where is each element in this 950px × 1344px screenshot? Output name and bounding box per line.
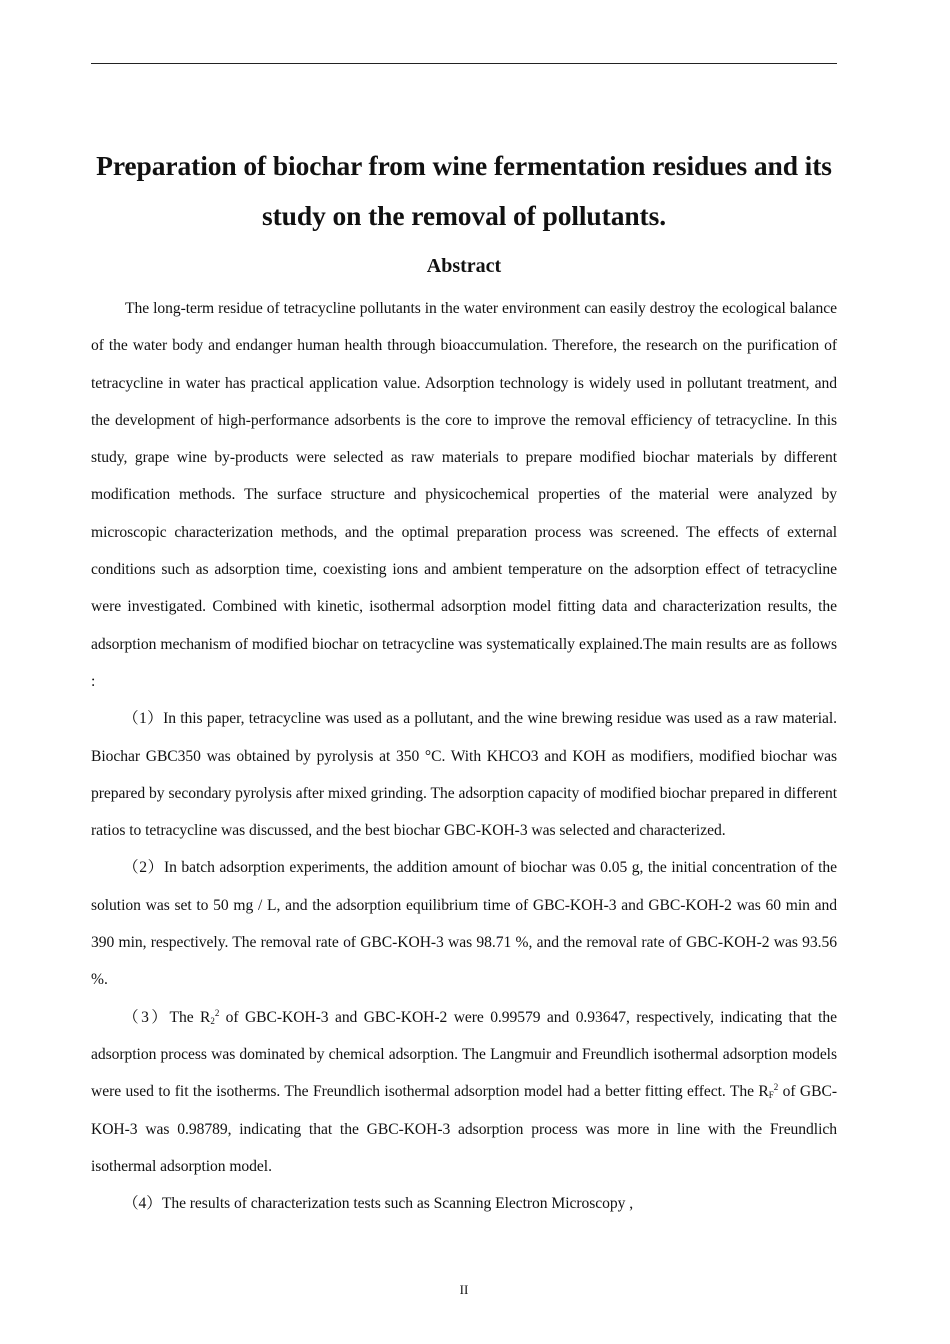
result-number-2: （2）	[123, 859, 164, 877]
result-number-3: （3）	[123, 1008, 170, 1026]
result-number-4: （4）	[123, 1195, 162, 1213]
result-text-3a: The R	[169, 1008, 211, 1026]
result-text-3c: of GBC-KOH-3 was 0.98789, indicating that the GBC-KOH-3 adsorption process was more in line with the Freundlich isothermal adsorption model.	[91, 1083, 837, 1175]
result-text-2: In batch adsorption experiments, the addition amount of biochar was 0.05 g, the initial concentration of the solution was set to 50 mg / L, and the adsorption equilibrium time of GBC-KOH-3 and GBC-KOH-2 was 60 min and 390 min, respectively. The removal rate of GBC-KOH-3 was 98.71 %, and the removal rate of GBC-KOH-2 was 93.56 %.	[91, 859, 838, 989]
result-paragraph-4	[91, 1185, 837, 1222]
result-paragraph-1	[91, 700, 837, 849]
abstract-body	[91, 290, 837, 1222]
r-squared-superscript-2: 2	[214, 1007, 220, 1018]
page-number: II	[459, 1282, 469, 1297]
result-number-1: （1）	[123, 710, 164, 728]
r-squared-subscript-2: 2	[210, 1015, 215, 1026]
paper-title: Preparation of biochar from wine fermentation residues and its study on the removal of pollutants.	[96, 150, 832, 231]
result-paragraph-2	[91, 849, 837, 998]
abstract-intro-paragraph: The long-term residue of tetracycline pollutants in the water environment can easily destroy the ecological balance of the water body and endanger human health through bioaccumulation. Therefore, the research on the purification of tetracycline in water has practical application value. Adsorption technology is widely used in pollutant treatment, and the development of high-performance adsorbents is the core to improve the removal efficiency of tetracycline. In this study, grape wine by-products were selected as raw materials to prepare modified biochar materials by different modification methods. The surface structure and physicochemical properties of the material were analyzed by microscopic characterization methods, and the optimal preparation process was screened. The effects of external conditions such as adsorption time, coexisting ions and ambient temperature on the adsorption effect of tetracycline were investigated. Combined with kinetic, isothermal adsorption model fitting data and characterization results, the adsorption mechanism of modified biochar on tetracycline was systematically explained.The main results are as follows :	[91, 300, 837, 690]
result-text-4: The results of characterization tests such as Scanning Electron Microscopy ,	[161, 1195, 634, 1213]
result-text-1: In this paper, tetracycline was used as a pollutant, and the wine brewing residue was used as a raw material. Biochar GBC350 was obtained by pyrolysis at 350 °C. With KHCO3 and KOH as modifiers, modified biochar was prepared by secondary pyrolysis after mixed grinding. The adsorption capacity of modified biochar prepared in different ratios to tetracycline was discussed, and the best biochar GBC-KOH-3 was selected and characterized.	[91, 710, 837, 840]
abstract-heading: Abstract	[426, 255, 502, 277]
result-text-3b: of GBC-KOH-3 and GBC-KOH-2 were 0.99579 and 0.93647, respectively, indicating that the adsorption process was dominated by chemical adsorption. The Langmuir and Freundlich isothermal adsorption models were used to fit the isotherms. The Freundlich isothermal adsorption model had a better fitting effect. The R	[91, 1008, 837, 1101]
header-rule	[91, 63, 837, 64]
r-squared-superscript-f: 2	[773, 1082, 779, 1093]
r-squared-subscript-f: F	[768, 1090, 774, 1101]
result-paragraph-3	[91, 999, 837, 1185]
